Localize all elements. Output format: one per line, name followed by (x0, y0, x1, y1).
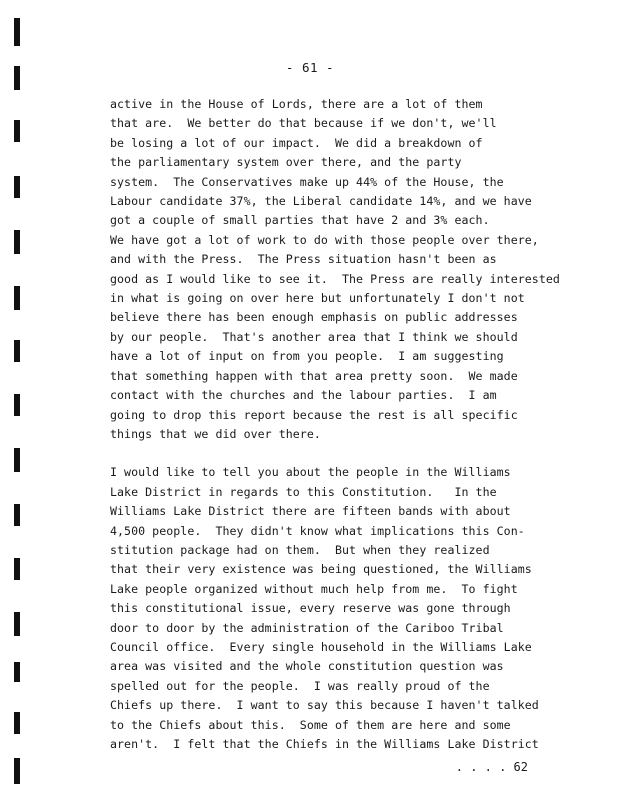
text-line: have a lot of input on from you people. I am suggesting (110, 349, 504, 364)
text-line: got a couple of small parties that have 2 and 3% each. (110, 213, 490, 228)
text-line: Williams Lake District there are fifteen bands with about (110, 504, 511, 519)
binder-mark (14, 286, 20, 310)
text-line: this constitutional issue, every reserve was gone through (110, 601, 511, 616)
text-line: spelled out for the people. I was really proud of the (110, 678, 490, 693)
text-line: things that we did over there. (110, 426, 321, 441)
binder-mark (14, 662, 20, 682)
text-line: Council office. Every single household in the Williams Lake (110, 639, 532, 654)
text-line: to the Chiefs about this. Some of them are here and some (110, 717, 511, 732)
page-number: - 61 - (285, 60, 335, 75)
text-line: in what is going on over here but unfortunately I don't not (110, 291, 525, 306)
continuation-marker: . . . . 62 (455, 760, 528, 774)
binder-mark (14, 712, 20, 734)
text-line: Chiefs up there. I want to say this because I haven't talked (110, 698, 539, 713)
text-line: the parliamentary system over there, and the party (110, 155, 462, 170)
text-line: Lake people organized without much help from me. To fight (110, 581, 518, 596)
text-line: stitution package had on them. But when they realized (110, 542, 490, 557)
binder-mark (14, 504, 20, 526)
text-line: I would like to tell you about the people in the Williams (110, 465, 511, 480)
text-line: be losing a lot of our impact. We did a breakdown of (110, 135, 483, 150)
text-line: contact with the churches and the labour parties. I am (110, 388, 497, 403)
text-line: Labour candidate 37%, the Liberal candidate 14%, and we have (110, 194, 532, 209)
paragraph-2 (110, 463, 580, 754)
text-line: by our people. That's another area that I think we should (110, 329, 518, 344)
text-line: 4,500 people. They didn't know what implications this Con- (110, 523, 525, 538)
binder-mark (14, 120, 20, 142)
text-line: We have got a lot of work to do with those people over there, (110, 232, 539, 247)
binder-mark (14, 340, 20, 362)
paragraph-1 (110, 95, 580, 444)
text-line: that are. We better do that because if we don't, we'll (110, 116, 497, 131)
text-line: going to drop this report because the rest is all specific (110, 407, 518, 422)
binder-hole-marks (14, 0, 24, 800)
binder-mark (14, 758, 20, 784)
text-line: aren't. I felt that the Chiefs in the Williams Lake District (110, 737, 539, 751)
text-line: area was visited and the whole constitution question was (110, 659, 504, 674)
binder-mark (14, 612, 20, 636)
binder-mark (14, 394, 20, 416)
typed-body-text (110, 95, 580, 773)
text-line: door to door by the administration of the Cariboo Tribal (110, 620, 504, 635)
binder-mark (14, 18, 20, 46)
binder-mark (14, 448, 20, 472)
binder-mark (14, 230, 20, 254)
text-line: system. The Conservatives make up 44% of the House, the (110, 174, 504, 189)
binder-mark (14, 558, 20, 580)
text-line: Lake District in regards to this Constitution. In the (110, 484, 497, 499)
binder-mark (14, 176, 20, 198)
text-line: active in the House of Lords, there are a lot of them (110, 97, 483, 111)
text-line: and with the Press. The Press situation hasn't been as (110, 252, 497, 267)
text-line: believe there has been enough emphasis on public addresses (110, 310, 518, 325)
text-line: that something happen with that area pretty soon. We made (110, 368, 518, 383)
text-line: that their very existence was being questioned, the Williams (110, 562, 532, 577)
text-line: good as I would like to see it. The Press are really interested (110, 271, 560, 286)
